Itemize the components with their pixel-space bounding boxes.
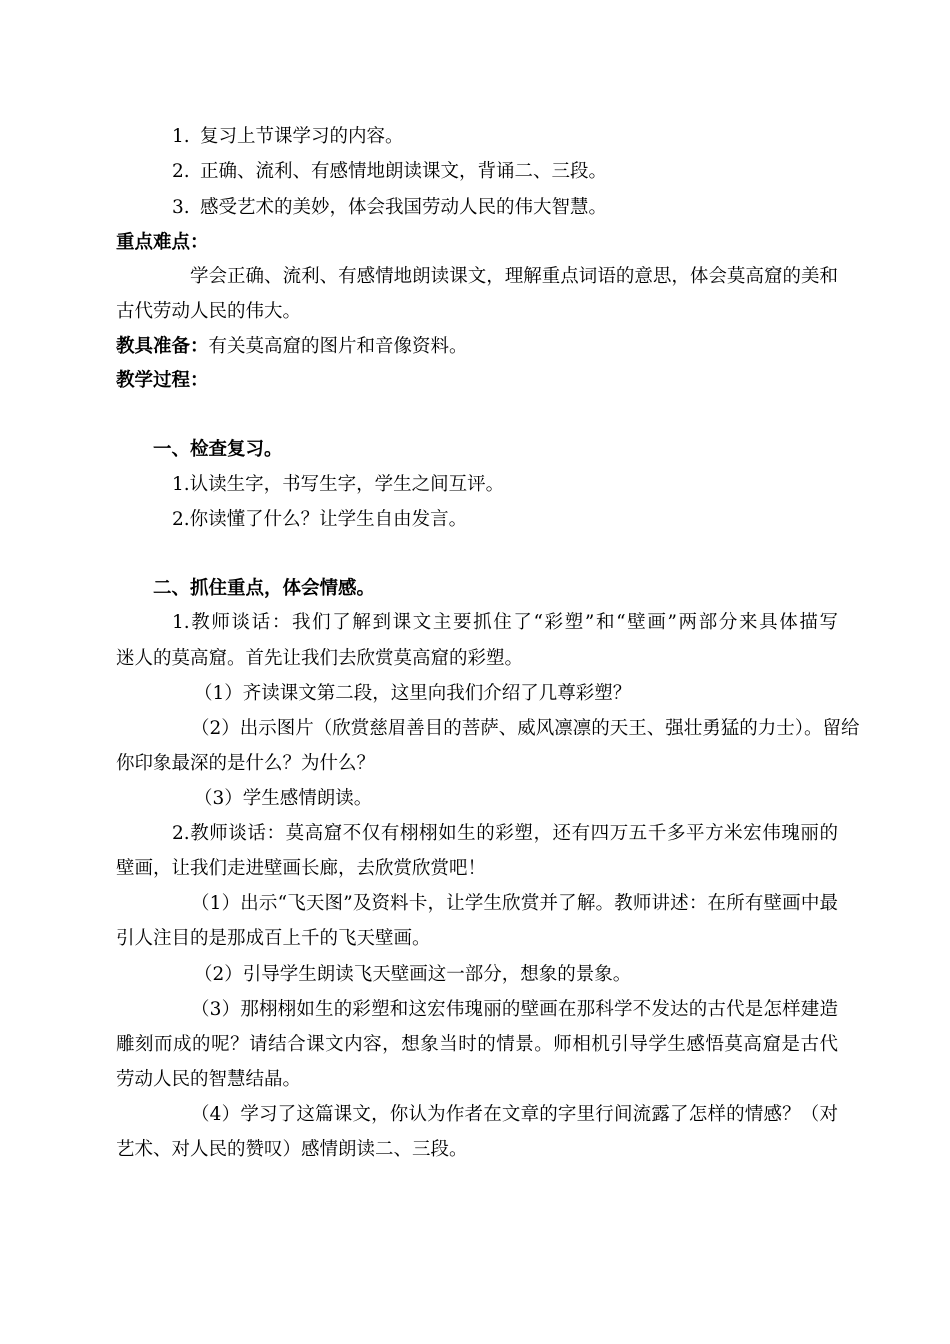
process-heading: 教学过程： [116,370,209,391]
key-points-heading: 重点难点： [116,232,209,253]
s2-p2-item-d-line2: 艺术、对人民的赞叹）感情朗读二、三段。 [116,1139,468,1160]
materials-text: 有关莫高窟的图片和音像资料。 [208,336,468,357]
s2-p2-item-b: （2）引导学生朗读飞天壁画这一部分，想象的景象。 [194,964,632,985]
section1-title: 一、检查复习。 [153,439,283,460]
key-points-line-1: 学会正确、流利、有感情地朗读课文，理解重点词语的意思，体会莫高窟的美和 [190,266,838,287]
s2-p1-item-b-line2: 你印象最深的是什么？为什么？ [116,753,376,774]
s2-p2-item-a-line1: （1）出示“飞天图”及资料卡，让学生欣赏并了解。教师讲述：在所有壁画中最 [191,893,838,914]
s2-p1-item-a: （1）齐读课文第二段，这里向我们介绍了几尊彩塑？ [194,683,632,704]
s2-p2-line2: 壁画，让我们走进壁画长廊，去欣赏欣赏吧！ [116,858,487,879]
s2-p2-item-c-line1: （3）那栩栩如生的彩塑和这宏伟瑰丽的壁画在那科学不发达的古代是怎样建造 [191,999,838,1020]
section1-item-1: 1.认读生字，书写生字，学生之间互评。 [172,474,505,495]
s2-p2-line1: 2.教师谈话：莫高窟不仅有栩栩如生的彩塑，还有四万五千多平方米宏伟瑰丽的 [172,823,838,844]
materials-line [116,338,468,357]
objective-1: 1. 复习上节课学习的内容。 [172,126,404,147]
s2-p1-item-c: （3）学生感情朗读。 [194,788,373,809]
s2-p1-line2: 迷人的莫高窟。首先让我们去欣赏莫高窟的彩塑。 [116,648,524,669]
s2-p2-item-c-line3: 劳动人民的智慧结晶。 [116,1069,302,1090]
s2-p2-item-d-line1: （4）学习了这篇课文，你认为作者在文章的字里行间流露了怎样的情感？（对 [191,1104,838,1125]
s2-p1-line1: 1.教师谈话：我们了解到课文主要抓住了“彩塑”和“壁画”两部分来具体描写 [172,612,838,633]
materials-heading: 教具准备： [116,336,209,357]
key-points-line-2: 古代劳动人民的伟大。 [116,301,302,322]
objective-3: 3. 感受艺术的美妙，体会我国劳动人民的伟大智慧。 [172,197,608,218]
s2-p1-item-b-line1: （2）出示图片（欣赏慈眉善目的菩萨、威风凛凛的天王、强壮勇猛的力士）。留给 [191,718,860,739]
s2-p2-item-c-line2: 雕刻而成的呢？请结合课文内容，想象当时的情景。师相机引导学生感悟莫高窟是古代 [116,1034,838,1055]
objective-2: 2. 正确、流利、有感情地朗读课文，背诵二、三段。 [172,161,608,182]
section1-item-2: 2.你读懂了什么？让学生自由发言。 [172,509,468,530]
s2-p2-item-a-line2: 引人注目的是那成百上千的飞天壁画。 [116,928,431,949]
section2-title: 二、抓住重点，体会情感。 [153,578,376,599]
